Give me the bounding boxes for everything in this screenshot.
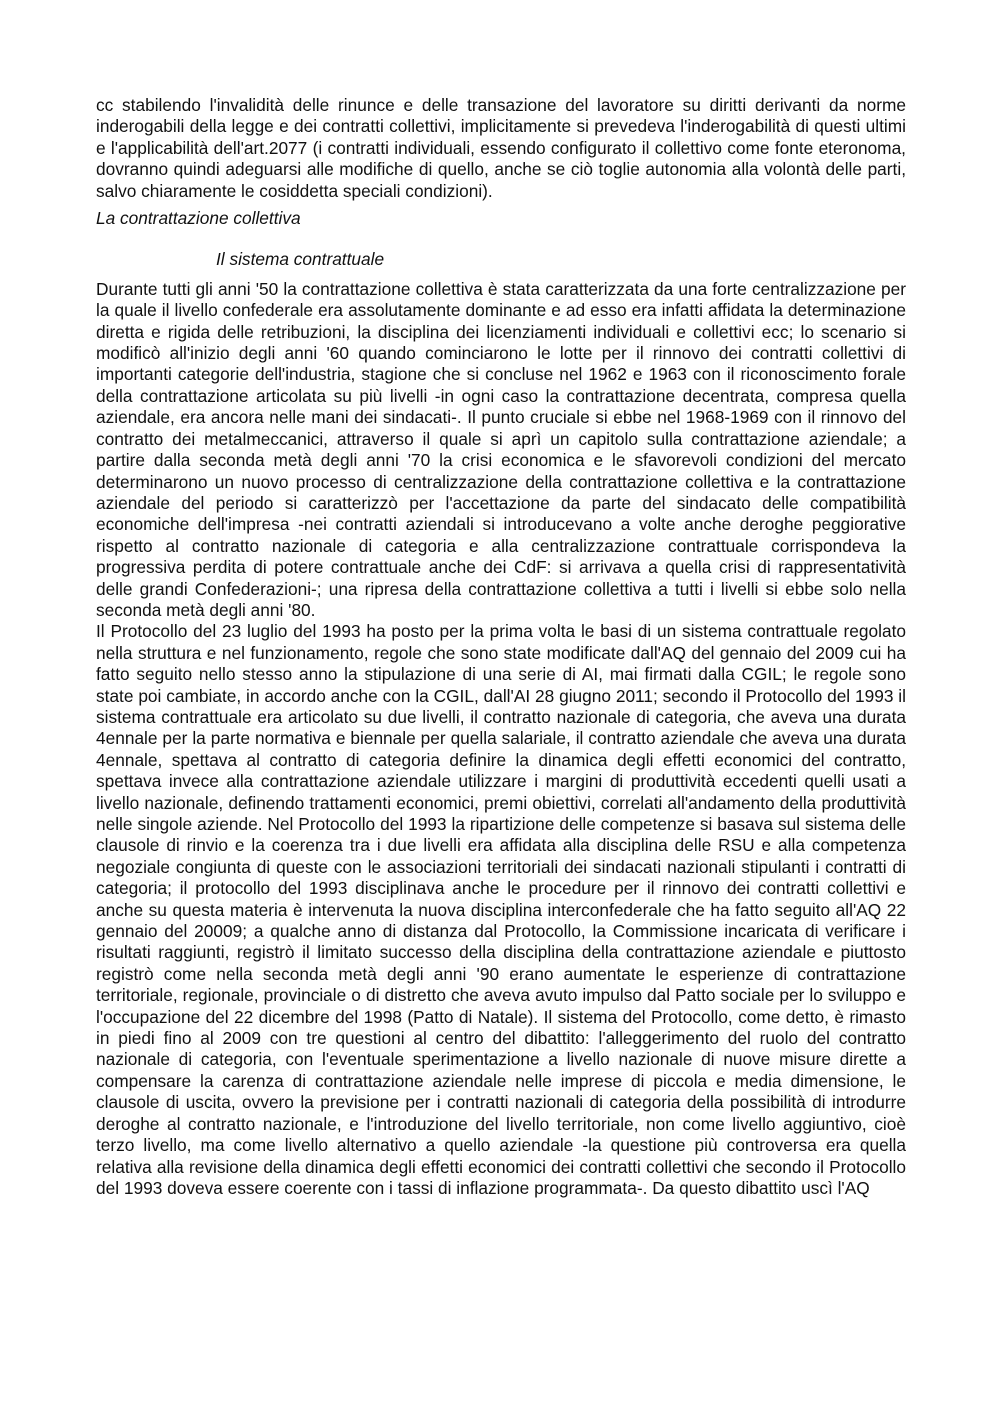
- body-paragraph-1: Durante tutti gli anni '50 la contrattazione collettiva è stata caratterizzata da una forte centralizzazione per la quale il livello confederale era assolutamente dominante e ad esso era infatti affidata la determinazione diretta e rigida delle retribuzioni, la disciplina dei licenziamenti individuali e collettivi ecc; lo scenario si modificò all'inizio degli anni '60 quando cominciarono le lotte per il rinnovo dei contratti collettivi di importanti categorie dell'industria, stagione che si concluse nel 1962 e 1963 con il riconoscimento forale della contrattazione articolata su più livelli -in ogni caso la contrattazione decentrata, compresa quella aziendale, era ancora nelle mani dei sindacati-. Il punto cruciale si ebbe nel 1968-1969 con il rinnovo del contratto dei metalmeccanici, attraverso il quale si aprì un capitolo sulla contrattazione aziendale; a partire dalla seconda metà degli anni '70 la crisi economica e le sfavorevoli condizioni del mercato determinarono un nuovo processo di centralizzazione della contrattazione collettiva e la contrattazione aziendale del periodo si caratterizzò per l'accettazione da parte del sindacato delle compatibilità economiche dell'impresa -nei contratti aziendali si introducevano a volte anche deroghe peggiorative rispetto al contratto nazionale di categoria e alla centralizzazione contrattuale corrispondeva la progressiva perdita di potere contrattuale anche dei CdF: si arrivava a quella crisi di rappresentatività delle grandi Confederazioni-; una ripresa della contrattazione collettiva a tutti i livelli si ebbe solo nella seconda metà degli anni '80.: [96, 278, 906, 620]
- section-heading: La contrattazione collettiva: [96, 208, 301, 229]
- body-paragraph-2: Il Protocollo del 23 luglio del 1993 ha posto per la prima volta le basi di un sistema contrattuale regolato nella struttura e nel funzionamento, regole che sono state modificate dall'AQ del gennaio del 2009 cui ha fatto seguito nello stesso anno la stipulazione di una serie di AI, mai firmati dalla CGIL; le regole sono state poi cambiate, in accordo anche con la CGIL, dall'AI 28 giugno 2011; secondo il Protocollo del 1993 il sistema contrattuale era articolato su due livelli, il contratto nazionale di categoria, che aveva una durata 4ennale per la parte normativa e biennale per quella salariale, il contratto aziendale che aveva una durata 4ennale, spettava al contratto di categoria definire la dinamica degli effetti economici del contratto, spettava invece alla contrattazione aziendale utilizzare i margini di produttività eccedenti quelli usati a livello nazionale, definendo trattamenti economici, premi obiettivi, correlati all'andamento della produttività nelle singole aziende. Nel Protocollo del 1993 la ripartizione delle competenze si basava sul sistema delle clausole di rinvio e la coerenza tra i due livelli era affidata alla disciplina delle RSU e alla competenza negoziale congiunta di queste con le associazioni territoriali dei sindacati nazionali stipulanti i contratti di categoria; il protocollo del 1993 disciplinava anche le procedure per il rinnovo dei contratti collettivi e anche su questa materia è intervenuta la nuova disciplina interconfederale che ha fatto seguito all'AQ 22 gennaio del 20009; a qualche anno di distanza dal Protocollo, la Commissione incaricata di verificare i risultati raggiunti, registrò il limitato successo della disciplina della contrattazione aziendale e piuttosto registrò come nella seconda metà degli anni '90 erano aumentate le esperienze di contrattazione territoriale, regionale, provinciale o di distretto che aveva avuto impulso dal Patto sociale per lo sviluppo e l'occupazione del 22 dicembre del 1998 (Patto di Natale). Il sistema del Protocollo, come detto, è rimasto in piedi fino al 2009 con tre questioni al centro del dibattito: l'alleggerimento del ruolo del contratto nazionale di categoria, con l'eventuale sperimentazione a livello nazionale di nuove misure dirette a compensare la carenza di contrattazione aziendale nelle imprese di piccola e media dimensione, le clausole di uscita, ovvero la previsione per i contratti nazionali di categoria della possibilità di introdurre deroghe al contratto nazionale, e l'introduzione del livello territoriale, non come livello aggiuntivo, cioè terzo livello, ma come livello alternativo a quello aziendale -la questione più controversa era quella relativa alla revisione della dinamica degli effetti economici dei contratti collettivi che secondo il Protocollo del 1993 doveva essere coerente con i tassi di inflazione programmata-. Da questo dibattito uscì l'AQ: [96, 621, 906, 1198]
- intro-paragraph: cc stabilendo l'invalidità delle rinunce e delle transazione del lavoratore su diritti derivanti da norme inderogabili della legge e dei contratti collettivi, implicitamente si prevedeva l'inderogabilità di questi ultimi e l'applicabilità dell'art.2077 (i contratti individuali, essendo configurato il collettivo come fonte eteronoma, dovranno quindi adeguarsi alle modifiche di quello, anche se ciò toglie autonomia alla volontà delle parti, salvo chiaramente le cosiddetta speciali condizioni).: [96, 95, 906, 201]
- subsection-heading: Il sistema contrattuale: [216, 249, 385, 270]
- document-page: [96, 95, 906, 1199]
